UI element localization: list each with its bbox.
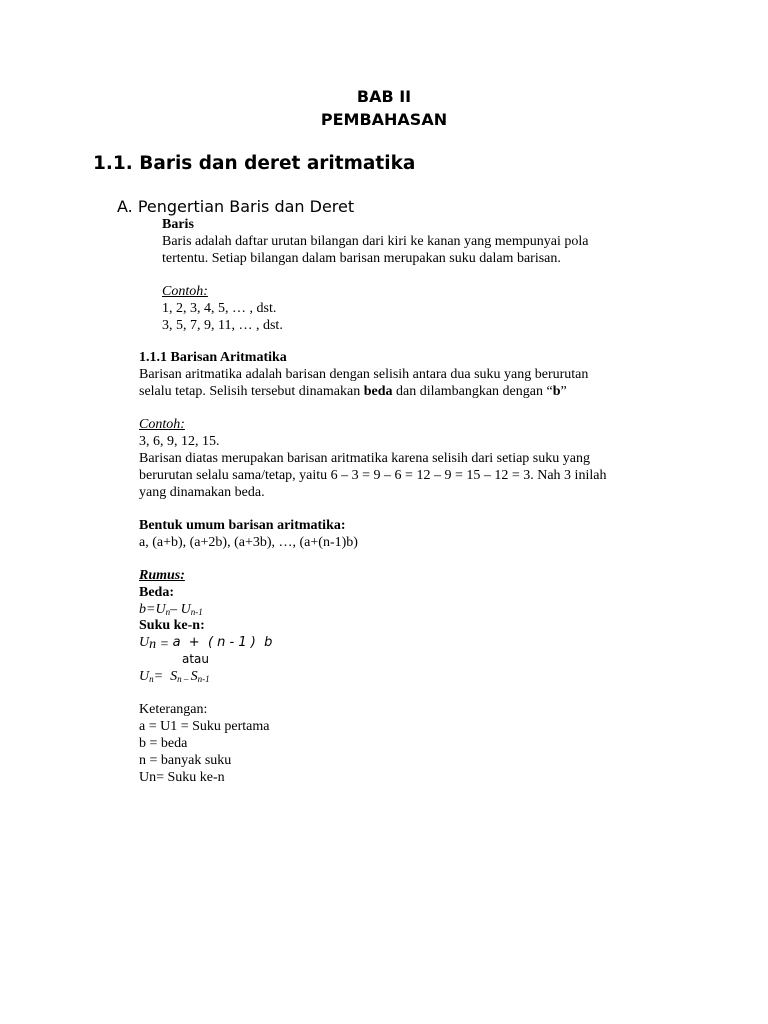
formula-subscript: n –	[177, 674, 191, 684]
formula-part: – U	[170, 602, 191, 617]
formula-part: U	[139, 669, 150, 684]
suku-label: Suku ke-n:	[139, 618, 205, 633]
keterangan-item: Un= Suku ke-n	[139, 770, 225, 785]
section-heading: 1.1. Baris dan deret aritmatika	[93, 153, 416, 174]
baris-line-1: Baris adalah daftar urutan bilangan dari kiri ke kanan yang mempunyai pola	[162, 234, 589, 249]
aritmatika-desc-1: Barisan diatas merupakan barisan aritmatika karena selisih dari setiap suku yang	[139, 451, 590, 466]
formula-subscript: n	[165, 607, 171, 617]
rumus-title: Rumus:	[139, 568, 185, 583]
beda-label: Beda:	[139, 585, 174, 600]
formula-part: U	[155, 602, 166, 617]
keterangan-item: n = banyak suku	[139, 753, 232, 768]
formula-subscript: n =	[149, 637, 173, 652]
keterangan-item: b = beda	[139, 736, 188, 751]
aritmatika-desc-3: yang dinamakan beda.	[139, 485, 265, 500]
formula-subscript: n-1	[190, 607, 203, 617]
formula-part: = S	[153, 669, 178, 684]
aritmatika-desc-2: berurutan selalu sama/tetap, yaitu 6 – 3 = 9 – 6 = 12 – 9 = 15 – 12 = 3. Nah 3 inilah	[139, 468, 607, 483]
formula-part: U	[139, 635, 150, 650]
baris-contoh-label: Contoh:	[162, 284, 208, 299]
bentuk-umum-title: Bentuk umum barisan aritmatika:	[139, 518, 346, 533]
suku-formula	[139, 634, 272, 653]
baris-example-1: 1, 2, 3, 4, 5, … , dst.	[162, 301, 277, 316]
baris-line-2: tertentu. Setiap bilangan dalam barisan merupakan suku dalam barisan.	[162, 251, 561, 266]
text-run: selalu tetap. Selisih tersebut dinamakan	[139, 384, 364, 399]
chapter-title: PEMBAHASAN	[320, 110, 448, 129]
aritmatika-contoh-label: Contoh:	[139, 417, 185, 432]
formula-subscript: n	[149, 674, 154, 684]
formula-part: b	[139, 602, 146, 617]
alt-formula	[139, 668, 210, 688]
keterangan-title: Keterangan:	[139, 702, 208, 717]
beda-term: beda	[363, 384, 393, 399]
formula-part: S	[190, 669, 198, 684]
bentuk-umum: a, (a+b), (a+2b), (a+3b), …, (a+(n-1)b)	[139, 535, 358, 550]
aritmatika-title: 1.1.1 Barisan Aritmatika	[139, 350, 287, 365]
formula-part: =	[146, 602, 156, 617]
atau-text: atau	[182, 652, 210, 666]
keterangan-item: a = U1 = Suku pertama	[139, 719, 270, 734]
baris-title: Baris	[162, 217, 194, 232]
aritmatika-line-1: Barisan aritmatika adalah barisan dengan selisih antara dua suku yang berurutan	[139, 367, 589, 382]
formula-part: a + ( n - 1 ) b	[172, 635, 273, 650]
baris-example-2: 3, 5, 7, 9, 11, … , dst.	[162, 318, 283, 333]
aritmatika-line-2	[139, 383, 567, 400]
text-run: ”	[560, 384, 567, 399]
b-symbol: b	[552, 384, 561, 399]
text-run: dan dilambangkan dengan “	[392, 384, 553, 399]
chapter-label: BAB II	[356, 87, 412, 106]
aritmatika-example: 3, 6, 9, 12, 15.	[139, 434, 220, 449]
subsection-heading: A. Pengertian Baris dan Deret	[117, 197, 355, 216]
formula-subscript: n-1	[197, 674, 210, 684]
